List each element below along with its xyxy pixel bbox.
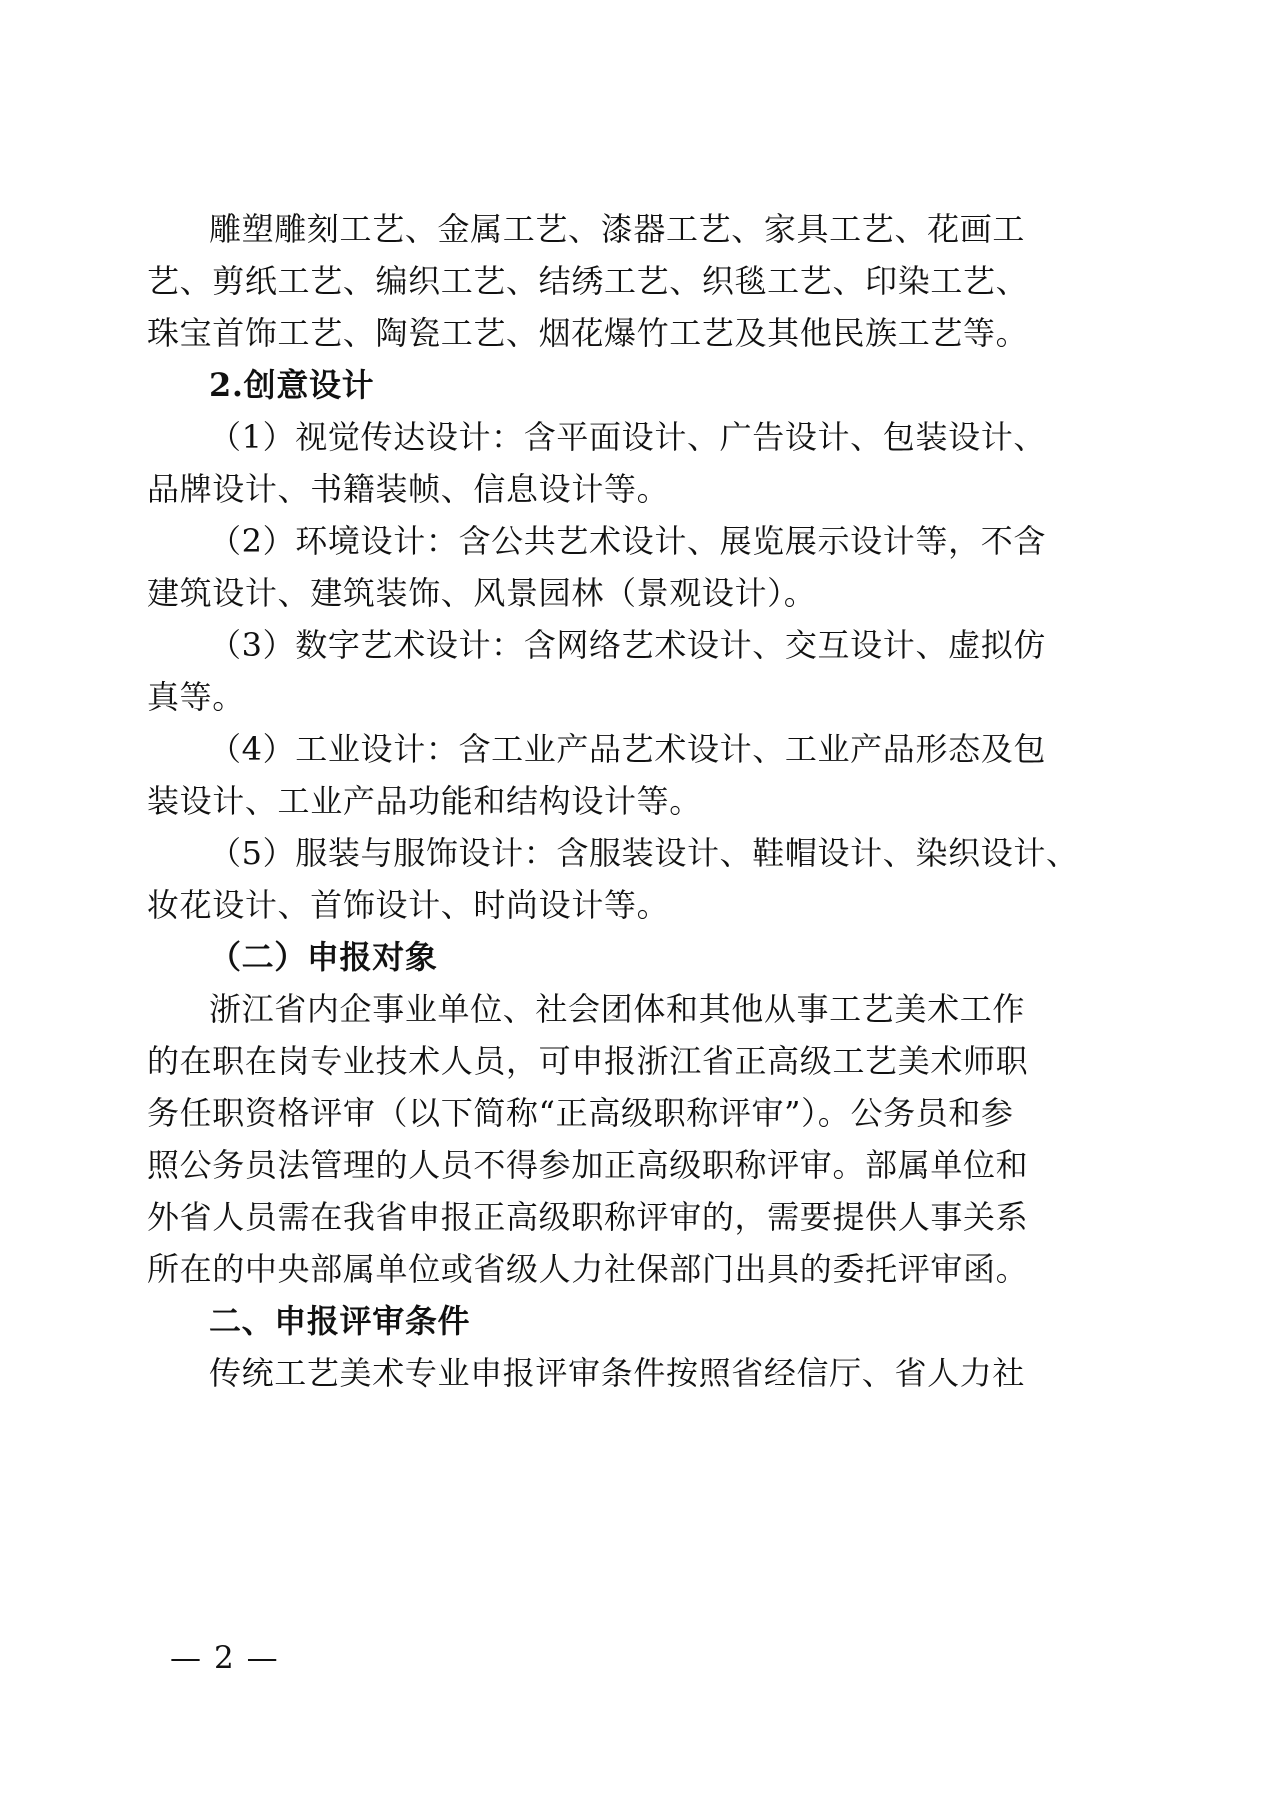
section-heading: 二、申报评审条件 [209, 1302, 471, 1340]
body-text-line: 传统工艺美术专业申报评审条件按照省经信厅、省人力社 [209, 1354, 1026, 1392]
body-text-line: （2）环境设计：含公共艺术设计、展览展示设计等，不含 [209, 522, 1047, 560]
body-text-line: 品牌设计、书籍装帧、信息设计等。 [147, 470, 670, 508]
body-text-line: 所在的中央部属单位或省级人力社保部门出具的委托评审函。 [147, 1250, 1029, 1288]
body-text-line: 务任职资格评审（以下简称“正高级职称评审”）。公务员和参 [147, 1094, 1014, 1132]
body-text-line: 外省人员需在我省申报正高级职称评审的，需要提供人事关系 [147, 1198, 1029, 1236]
page-number: — 2 — [170, 1640, 280, 1676]
body-text-line: 真等。 [147, 678, 245, 716]
body-text-line: 装设计、工业产品功能和结构设计等。 [147, 782, 702, 820]
body-text-line: （3）数字艺术设计：含网络艺术设计、交互设计、虚拟仿 [209, 626, 1047, 664]
body-text-line: （5）服装与服饰设计：含服装设计、鞋帽设计、染织设计、 [209, 834, 1079, 872]
section-heading: （二）申报对象 [209, 938, 438, 976]
body-text-line: 雕塑雕刻工艺、金属工艺、漆器工艺、家具工艺、花画工 [209, 210, 1026, 248]
body-text-line: （1）视觉传达设计：含平面设计、广告设计、包装设计、 [209, 418, 1047, 456]
body-text-line: 建筑设计、建筑装饰、风景园林（景观设计）。 [147, 574, 817, 612]
body-text-line: 的在职在岗专业技术人员，可申报浙江省正高级工艺美术师职 [147, 1042, 1029, 1080]
body-text-line: 照公务员法管理的人员不得参加正高级职称评审。部属单位和 [147, 1146, 1029, 1184]
section-heading: 2.创意设计 [209, 366, 375, 404]
body-text-line: 妆花设计、首饰设计、时尚设计等。 [147, 886, 670, 924]
body-text-line: （4）工业设计：含工业产品艺术设计、工业产品形态及包 [209, 730, 1047, 768]
body-text-line: 浙江省内企事业单位、社会团体和其他从事工艺美术工作 [209, 990, 1026, 1028]
body-text-line: 艺、剪纸工艺、编织工艺、结绣工艺、织毯工艺、印染工艺、 [147, 262, 1029, 300]
body-text-line: 珠宝首饰工艺、陶瓷工艺、烟花爆竹工艺及其他民族工艺等。 [147, 314, 1029, 352]
